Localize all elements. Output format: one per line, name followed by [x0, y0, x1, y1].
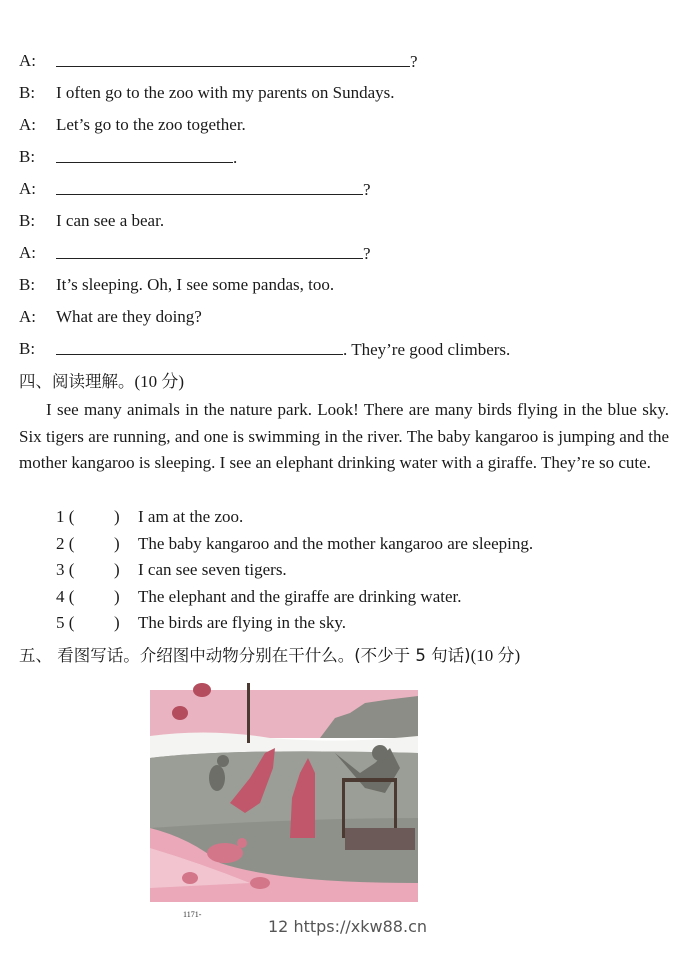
hurdle-icon	[342, 778, 397, 782]
question-number-answer-box[interactable]: 1 (	[56, 507, 75, 526]
question-statement: I am at the zoo.	[138, 507, 244, 526]
dialogue-punctuation: ?	[410, 52, 418, 71]
bird-icon	[193, 683, 211, 697]
question-item	[56, 558, 287, 582]
dialogue-punctuation: ?	[363, 180, 371, 199]
question-number-answer-box[interactable]: 4 (	[56, 587, 75, 606]
animal-scene-picture	[150, 678, 418, 904]
dialogue-text	[56, 113, 246, 137]
dialogue-sentence: I can see a bear.	[56, 211, 165, 230]
close-paren: )	[114, 534, 120, 553]
dialogue-text	[56, 177, 371, 202]
dialogue-text	[56, 273, 334, 297]
monkey-icon	[209, 765, 225, 791]
page-footer: 12 https://xkw88.cn	[268, 917, 427, 936]
dialogue-text	[56, 241, 371, 266]
dialogue-text	[56, 305, 202, 329]
dialogue-sentence: What are they doing?	[56, 307, 202, 326]
bird-icon	[172, 706, 188, 720]
question-number-answer-box[interactable]: 3 (	[56, 560, 75, 579]
answer-blank[interactable]	[56, 177, 363, 195]
dialogue-sentence: It’s sleeping. Oh, I see some pandas, too.	[56, 275, 335, 294]
question-statement: I can see seven tigers.	[138, 560, 287, 579]
dialogue-punctuation: . They’re good climbers.	[343, 340, 511, 359]
section-5-points: (10 分)	[470, 646, 521, 665]
question-item	[56, 505, 243, 529]
pole-icon	[247, 683, 250, 743]
answer-blank[interactable]	[56, 49, 410, 67]
question-statement: The baby kangaroo and the mother kangaroo are sleeping.	[138, 534, 534, 553]
answer-blank[interactable]	[56, 145, 233, 163]
question-item	[56, 611, 346, 635]
dialogue-punctuation: .	[233, 148, 238, 167]
speaker-label: B:	[19, 83, 36, 102]
dialogue-text	[56, 337, 510, 362]
speaker-label: B:	[19, 275, 36, 294]
speaker-label: A:	[19, 51, 36, 70]
speaker-label: A:	[19, 179, 36, 198]
section-4-title: 四、阅读理解。	[19, 372, 135, 391]
speaker-label: B:	[19, 211, 36, 230]
speaker-label: A:	[19, 307, 36, 326]
close-paren: )	[114, 587, 120, 606]
question-statement: The elephant and the giraffe are drinking water.	[138, 587, 462, 606]
speaker-label: B:	[19, 339, 36, 358]
section-4-heading	[19, 370, 184, 394]
speaker-label: A:	[19, 115, 36, 134]
dialogue-sentence: Let’s go to the zoo together.	[56, 115, 246, 134]
speaker-label: B:	[19, 147, 36, 166]
close-paren: )	[114, 560, 120, 579]
question-statement: The birds are flying in the sky.	[138, 613, 347, 632]
close-paren: )	[114, 507, 120, 526]
dialogue-punctuation: ?	[363, 244, 371, 263]
question-number-answer-box[interactable]: 2 (	[56, 534, 75, 553]
picture-caption: 1171-	[183, 910, 202, 919]
dialogue-text	[56, 81, 395, 105]
question-number-answer-box[interactable]: 5 (	[56, 613, 75, 632]
answer-blank[interactable]	[56, 241, 363, 259]
answer-blank[interactable]	[56, 337, 343, 355]
reading-passage: I see many animals in the nature park. Look! There are many birds flying in the blue sky. Six tigers are running, and one is swimming in the river. The baby kangaroo is jumping and the mother kangaroo is sleeping. I see an elephant drinking water with a giraffe. They’re so cute.	[19, 400, 669, 472]
section-4-points: (10 分)	[134, 372, 185, 391]
question-item	[56, 532, 533, 556]
speaker-label: A:	[19, 243, 36, 262]
dialogue-text	[56, 145, 237, 170]
question-item	[56, 585, 462, 609]
dialogue-text	[56, 209, 164, 233]
section-5-heading	[19, 644, 520, 668]
dialogue-sentence: I often go to the zoo with my parents on Sundays.	[56, 83, 395, 102]
close-paren: )	[114, 613, 120, 632]
fish-icon	[250, 877, 270, 889]
section-5-title: 五、 看图写话。介绍图中动物分别在干什么。(不少于 5 句话)	[19, 646, 471, 665]
duck-icon	[207, 843, 243, 863]
dialogue-text	[56, 49, 418, 74]
